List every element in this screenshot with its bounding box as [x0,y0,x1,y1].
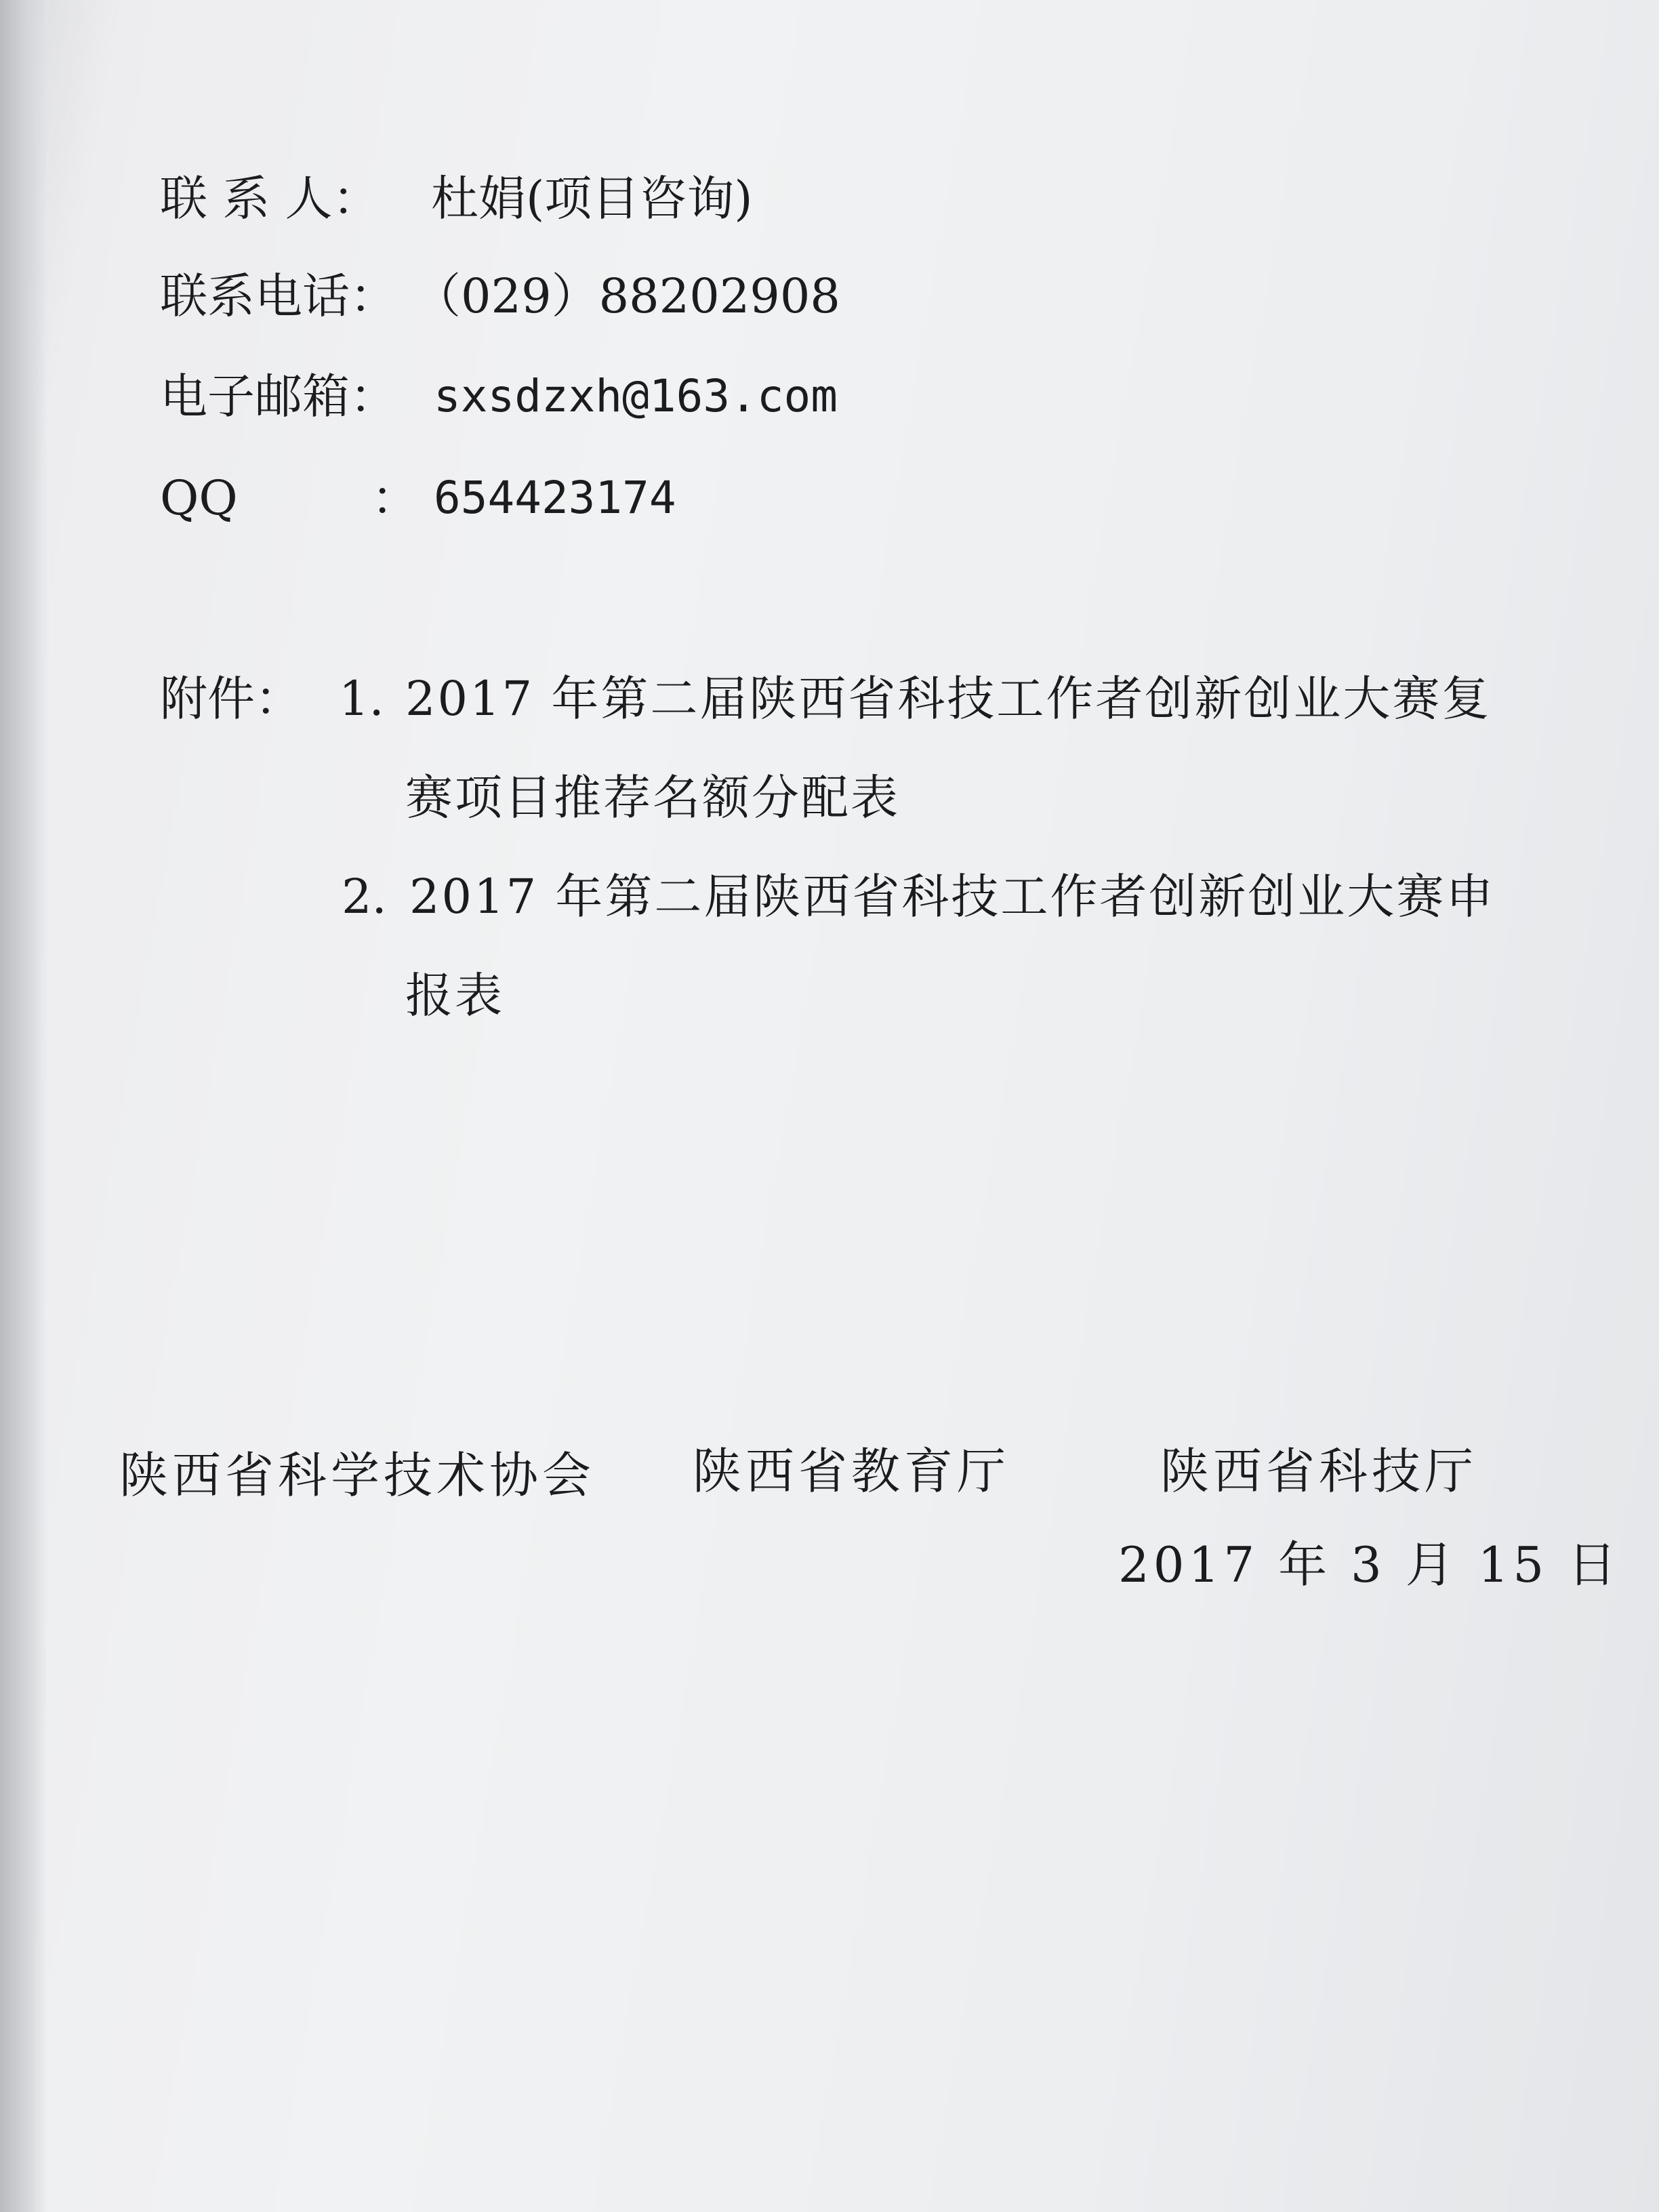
contact-phone-value: （029）88202908 [413,268,840,324]
contact-person-label: 联 系 人： [160,171,380,226]
attachment-2-line2: 报表 [405,968,504,1023]
signatory-education-dept: 陕西省教育厅 [693,1443,1010,1500]
attachment-2-line1: 2017 年第二届陕西省科技工作者创新创业大赛申 [409,869,1496,924]
contact-qq-value: 654423174 [434,472,676,524]
attachment-2-number: 2. [342,869,387,924]
contact-qq-label: QQ [160,470,238,526]
document-date: 2017 年 3 月 15 日 [1118,1536,1621,1593]
contact-phone-label: 联系电话： [160,268,397,324]
contact-email-value: sxsdzxh@163.com [434,370,838,422]
signatory-science-dept: 陕西省科技厅 [1160,1443,1478,1500]
page-edge-shadow [0,0,47,2212]
contact-person-value: 杜娟(项目咨询) [431,171,753,226]
contact-qq-colon: ： [371,470,419,526]
contact-email-label: 电子邮箱： [160,369,397,424]
attachment-1-number: 1. [339,671,384,726]
attachment-1-line1: 2017 年第二届陕西省科技工作者创新创业大赛复 [405,671,1492,726]
signatory-sast: 陕西省科学技术协会 [119,1447,596,1504]
attachments-label: 附件： [160,671,302,726]
attachment-1-line2: 赛项目推荐名额分配表 [405,770,900,825]
